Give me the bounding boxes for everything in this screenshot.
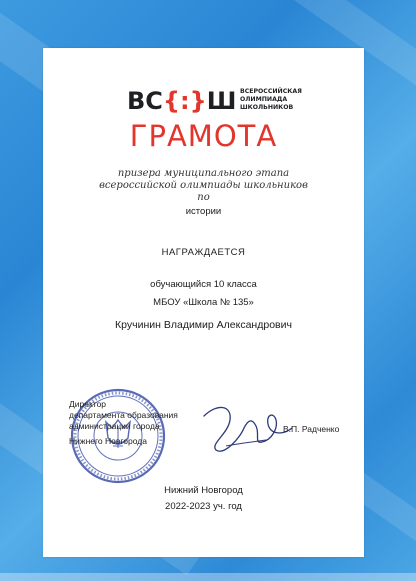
subtitle-line: всероссийской олимпиады школьников <box>99 180 308 191</box>
recipient-grade: обучающийся 10 класса <box>150 279 257 290</box>
signatory-position: департамента образования <box>69 410 178 420</box>
subtitle-line: призера муниципального этапа <box>117 168 290 179</box>
logo-caption-line: ШКОЛЬНИКОВ <box>240 104 294 111</box>
handwritten-signature <box>196 398 296 458</box>
academic-year: 2022-2023 уч. год <box>165 501 242 512</box>
logo-mark <box>127 87 236 115</box>
signatory-position: Нижнего Новгорода <box>69 436 147 446</box>
olympiad-subject: истории <box>185 206 222 217</box>
logo-caption-line: ОЛИМПИАДА <box>240 96 288 103</box>
issue-city: Нижний Новгород <box>164 485 243 496</box>
logo-caption <box>240 88 320 112</box>
logo-mark-start: ВС <box>127 87 163 115</box>
vsosh-logo <box>127 87 317 115</box>
logo-caption-line: ВСЕРОССИЙСКАЯ <box>240 88 302 95</box>
recipient-school: МБОУ «Школа № 135» <box>153 297 254 308</box>
certificate-title: ГРАМОТА <box>129 119 278 153</box>
subtitle-line: по <box>197 192 210 203</box>
recipient-name: Кручинин Владимир Александрович <box>115 319 292 331</box>
logo-mark-braces: {:} <box>162 87 207 115</box>
signatory-position: Директор <box>69 399 107 409</box>
logo-mark-end: Ш <box>206 87 237 115</box>
signer-name: В.П. Радченко <box>283 424 340 434</box>
signatory-position: администрации города <box>69 421 160 431</box>
awarded-label: НАГРАЖДАЕТСЯ <box>161 247 246 258</box>
scan-edge <box>0 573 416 581</box>
